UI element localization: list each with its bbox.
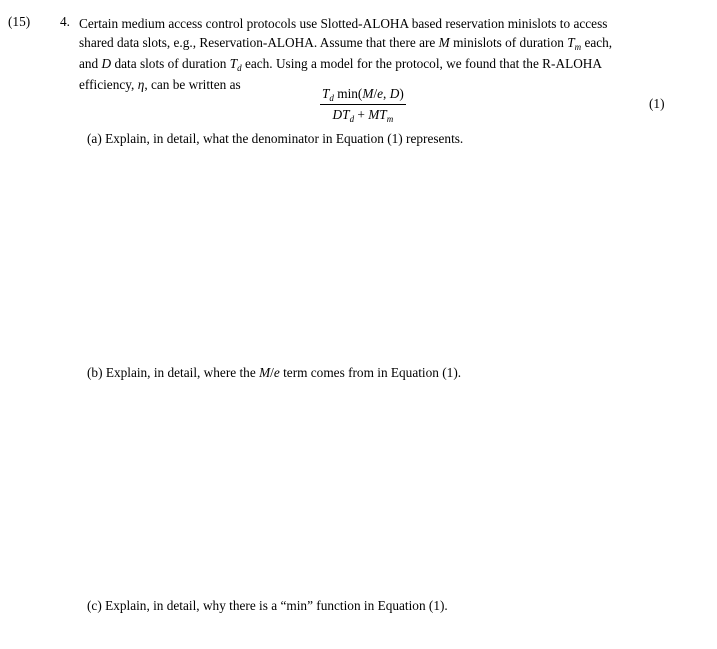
fraction-bar xyxy=(320,104,406,105)
part-a-question: (a) Explain, in detail, what the denominator in Equation (1) represents. xyxy=(87,131,464,146)
var-M: M xyxy=(438,35,450,50)
equation-denominator: $DT_d + MT_m$ xyxy=(332,107,394,124)
question-number: 4. xyxy=(60,14,70,29)
equation-numerator: $T_d$ min(M/e, D) xyxy=(322,86,404,103)
var-eta: η xyxy=(137,77,145,92)
part-b-question: (b) Explain, in detail, where the M/e term comes from in Equation (1). xyxy=(87,365,462,380)
question-text xyxy=(79,14,679,94)
subscript-m: m xyxy=(574,42,582,52)
question-line-1: Certain medium access control protocols use Slotted-ALOHA based reservation minislots to access xyxy=(79,16,608,31)
question-points: (15) xyxy=(8,14,31,29)
var-T: T xyxy=(229,56,238,71)
equation-label: (1) xyxy=(649,96,665,111)
efficiency-equation xyxy=(320,86,406,123)
var-T: T xyxy=(567,35,575,50)
question-line-4: efficiency, η, can be written as xyxy=(79,77,241,92)
part-c-question: (c) Explain, in detail, why there is a “min” function in Equation (1). xyxy=(87,598,448,613)
var-D: D xyxy=(101,56,112,71)
subscript-d: d xyxy=(237,63,242,73)
question-line-3: and D data slots of duration $T_d$ each. Using a model for the protocol, we found that the R-ALOHA xyxy=(79,56,603,73)
question-line-2: shared data slots, e.g., Reservation-ALOHA. Assume that there are M minislots of duration $T_m$ each, xyxy=(79,35,613,52)
